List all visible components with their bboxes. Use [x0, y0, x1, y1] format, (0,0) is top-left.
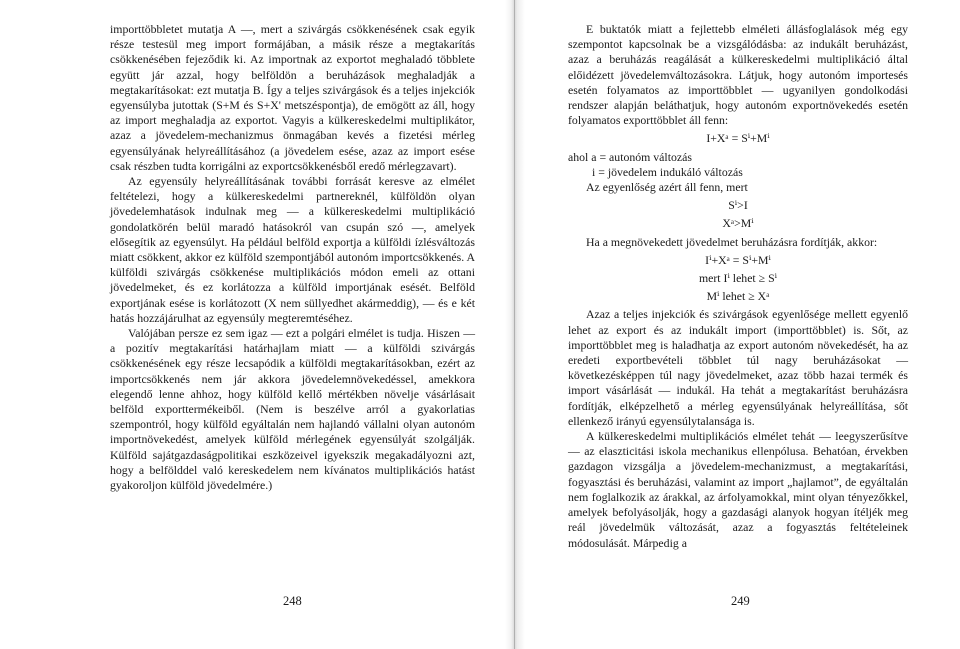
- definition-i: i = jövedelem indukáló változás: [592, 164, 743, 179]
- right-page-text: [568, 22, 908, 649]
- equation-1: I+Xᵃ = Sⁱ+Mⁱ: [706, 131, 770, 146]
- equation-2: Sⁱ>I: [728, 198, 748, 213]
- gutter-fold-line: [514, 0, 515, 649]
- equation-5: mert Iⁱ lehet ≥ Sⁱ: [698, 271, 778, 286]
- left-page-text: [110, 22, 475, 649]
- right-paragraph-1: E buktatók miatt a fejlettebb elméleti állásfoglalások még egy szempontot kapcsolnak be a vizsgálódásba: az indukált beruházást, azaz a beruházás reagálását a külkereskedelmi multiplikáció által előidézett jövedelemváltozásokra. Látjuk, hogy autonóm importesés esetén folyamatos az importtöbblet — ugyanilyen gondolkodási rendszer alapján beláthatjuk, hogy autonóm exportnövekedés esetén folyamatos exporttöbblet áll fenn:: [568, 22, 908, 128]
- equation-4: Iⁱ+Xᵃ = Sⁱ+Mⁱ: [705, 252, 771, 267]
- definition-a: ahol a = autonóm változás: [568, 149, 692, 164]
- right-paragraph-4: Azaz a teljes injekciók és szivárgások egyenlősége mellett egyenlő lehet az export és az indukált import (importtöbblet) is. Sőt, az importtöbblet meg is haladhatja az export autonóm növekedését, ha az eredeti exportbevételi többlet túl nagy beruházásokat — következésképpen túl nagy jövedelmeket, azaz több hazai termék és import vásárlását — indukál. Ha tehát a megtakarítást beruházásra fordítják, elképzelhető a mérleg egyensúlyának helyreállítása, sőt ellenkező irányú egyensúlytalansága is.: [568, 307, 908, 428]
- left-paragraph-2: Az egyensúly helyreállításának további forrását keresve az elmélet feltételezi, hogy a külkereskedelmi partnereknél, külföldön olyan jövedelemhatások indulnak meg — a külkereskedelmi multiplikáció gondolatkörén belül maradó hatásokról van csupán szó —, amelyek elősegítik az egyensúlyt. Ha például belföld exportja a külföldi ízlésváltozás miatt csökkent, akkor ez külföld szempontjából autonóm importcsökkenés. A külföldi szivárgás csökkenése multiplikációs módon emeli az ottani jövedelmeket, és ez korlátozza a külföld importjának esését. Belföld exportjának esése is korlátozott (X nem süllyedhet akármeddig), — és e két hatás hozzájárulhat az egyensúly megteremtéséhez.: [110, 174, 475, 325]
- equation-6: Mⁱ lehet ≥ Xᵃ: [706, 289, 770, 304]
- definition-a-text: a = autonóm változás: [591, 149, 692, 164]
- equation-3: Xᵃ>Mⁱ: [722, 216, 754, 231]
- right-paragraph-5: A külkereskedelmi multiplikációs elmélet tehát — leegyszerűsítve — az elaszticitási iskola mechanikus ellenpólusa. Behatóan, érvekben gazdagon vizsgálja a jövedelem-mechanizmust, a megtakarítási, fogyasztási és beruházási, valamint az import „hajlamot”, de egyáltalán nem foglalkozik az árakkal, az árfolyamokkal, mint olyan tényezőkkel, amelyek befolyásolják, hogy a gazdasági alanyok hogyan ítéljék meg reál jövedelmük változását, azaz a fogyasztás feltételeinek módosulását. Márpedig a: [568, 429, 908, 550]
- right-paragraph-2: Az egyenlőség azért áll fenn, mert: [586, 180, 748, 195]
- right-paragraph-3: Ha a megnövekedett jövedelmet beruházásra fordítják, akkor:: [586, 234, 878, 249]
- page-number-right: 249: [731, 594, 750, 608]
- page-number-left: 248: [283, 594, 302, 608]
- book-gutter: [505, 0, 525, 649]
- left-paragraph-3: Valójában persze ez sem igaz — ezt a polgári elmélet is tudja. Hiszen — a pozitív megtakarítási határhajlam miatt — a külföldi szivárgás csökkenésének egy része lecsapódik a külföldi megtakarításokban, ezért az importcsökkenés nem jár akkora jövedelemnövekedéssel, amekkora elegendő lenne ahhoz, hogy külföld kellő mértékben növelje vásárlásait belföld exporttermékeiből. (Nem is beszélve arról a gyakorlatias szempontról, hogy külföld egyáltalán nem hajlandó vállalni olyan autonóm importnövekedést, amelyek külföld mérlegének egyensúlyát szolgálják. Külföld sajátgazdaságpolitikai eszközeivel igyekszik megakadályozni azt, hogy a belfölddel való kereskedelem nem kívánatos multiplikációs hatást gyakoroljon külföld jövedelmére.): [110, 326, 475, 493]
- left-paragraph-1: importtöbbletet mutatja A —, mert a szivárgás csökkenésének csak egyik része testesül meg import formájában, a másik része a megtakarítás csökkenésében fejeződik ki. Az importnak az exportot meghaladó többlete együtt jár azzal, hogy belföldön a beruházások meghaladják a megtakarításokat: ezt mutatja B. Így a teljes szivárgások és a teljes injekciók egyensúlyba jutottak (S+M és S+X' metszéspontja), de emögött az áll, hogy az import meghaladja az exportot. Vagyis a külkereskedelmi multiplikátor, azaz a jövedelem-mechanizmus önmagában kevés a fizetési mérleg egyensúlyának helyreállításához (a jövedelem esése, azaz az import esése csak részben tudta korrigálni az exportcsökkenésből eredő mérlegzavart).: [110, 22, 475, 173]
